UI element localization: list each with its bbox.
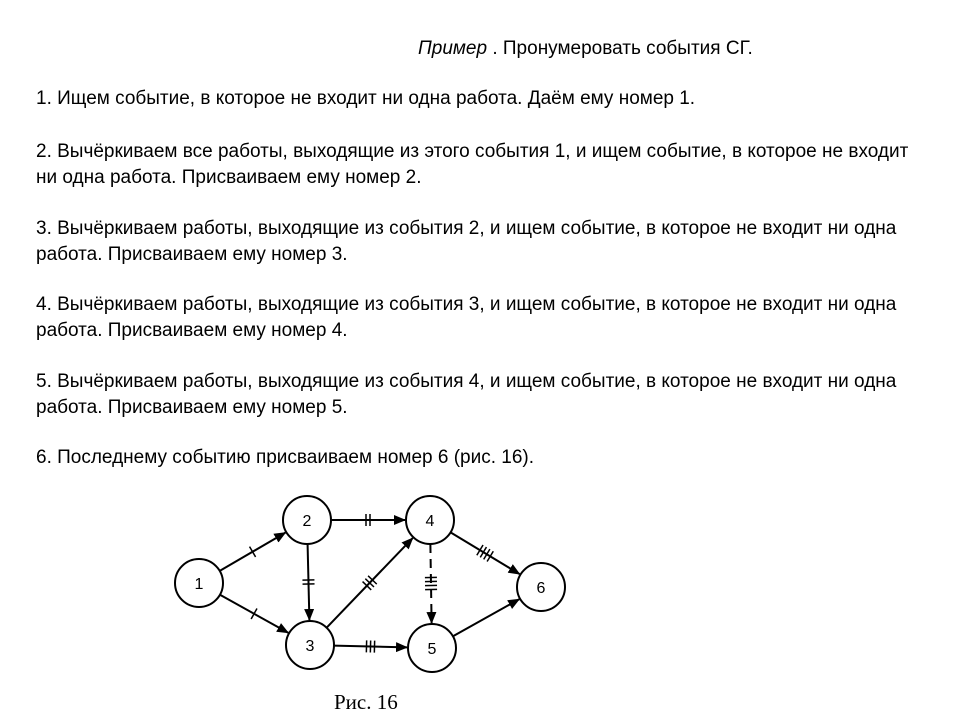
- step-2-text: 2. Вычёркиваем все работы, выходящие из этого события 1, и ищем событие, в которое не входит ни одна работа. Присваиваем ему номер 2.: [36, 141, 909, 188]
- event-node-6: [517, 563, 565, 611]
- step-3-text: 3. Вычёркиваем работы, выходящие из события 2, и ищем событие, в которое не входит ни одна работа. Присваиваем ему номер 3.: [36, 218, 897, 265]
- event-node-1: [175, 559, 223, 607]
- event-node-label: 4: [425, 513, 435, 530]
- event-node-label: 1: [194, 576, 204, 593]
- event-node-label: 5: [427, 641, 437, 658]
- edge-line: [451, 532, 520, 574]
- edge-2-4: [331, 514, 405, 526]
- event-node-5: [408, 624, 456, 672]
- edge-1-3: [220, 595, 288, 633]
- title-emphasis: Пример: [418, 38, 488, 59]
- edge-3-4: [327, 538, 413, 628]
- event-node-label: 6: [536, 580, 546, 597]
- edge-1-2: [220, 533, 286, 571]
- event-node-label: 2: [302, 513, 312, 530]
- step-1-text: 1. Ищем событие, в которое не входит ни одна работа. Даём ему номер 1.: [36, 88, 696, 109]
- figure-caption: Рис. 16: [334, 690, 398, 714]
- edge-5-6: [453, 599, 519, 636]
- edge-4-5: [425, 544, 437, 623]
- step-6-text: 6. Последнему событию присваиваем номер 6 (рис. 16).: [36, 447, 535, 468]
- edge-4-6: [451, 532, 520, 574]
- step-4-text: 4. Вычёркиваем работы, выходящие из события 3, и ищем событие, в которое не входит ни одна работа. Присваиваем ему номер 4.: [36, 294, 897, 341]
- strike-mark: [250, 547, 256, 557]
- event-node-4: [406, 496, 454, 544]
- edge-line: [430, 544, 431, 623]
- event-node-3: [286, 621, 334, 669]
- event-node-2: [283, 496, 331, 544]
- edge-3-5: [334, 640, 407, 652]
- title-text: . Пронумеровать события СГ.: [487, 38, 753, 59]
- edge-line: [453, 599, 519, 636]
- edge-2-3: [302, 544, 314, 620]
- event-node-label: 3: [305, 638, 315, 655]
- step-5-text: 5. Вычёркиваем работы, выходящие из события 4, и ищем событие, в которое не входит ни одна работа. Присваиваем ему номер 5.: [36, 371, 897, 418]
- edge-line: [308, 544, 310, 620]
